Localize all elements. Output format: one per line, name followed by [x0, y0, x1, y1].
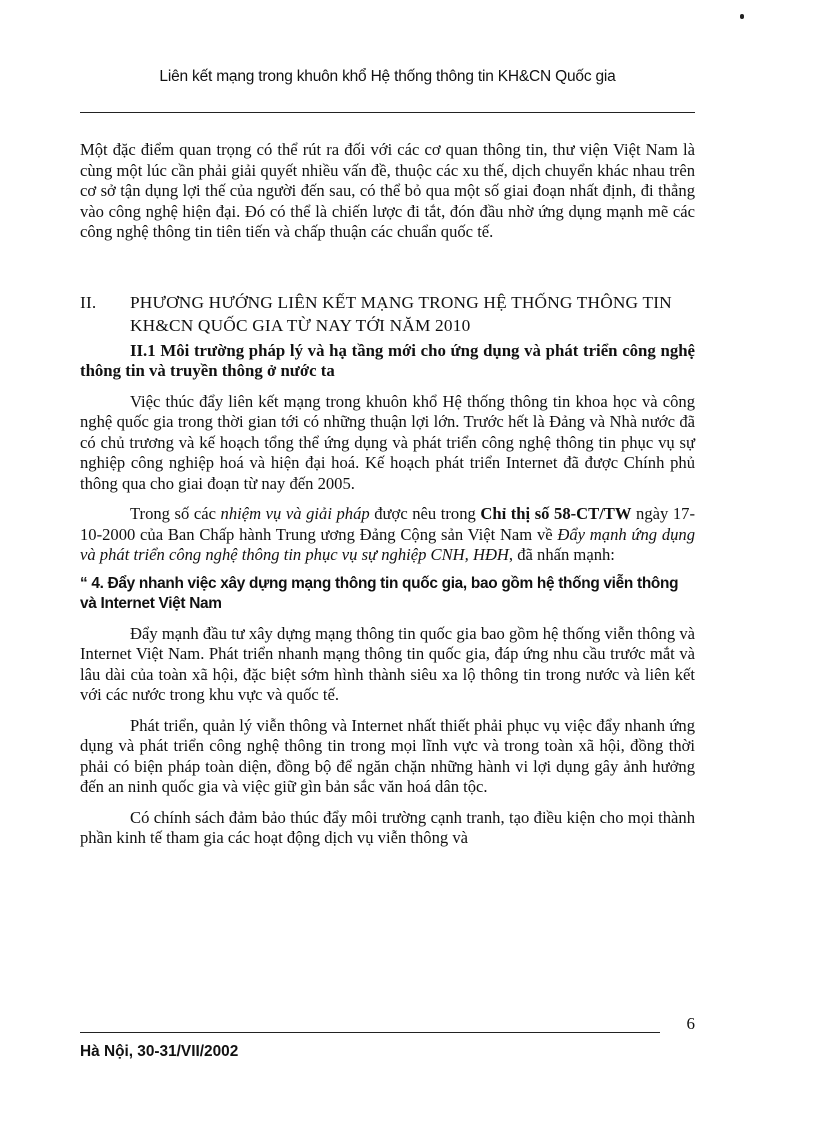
section-heading	[80, 291, 695, 337]
paragraph-3: Đẩy mạnh đầu tư xây dựng mạng thông tin quốc gia bao gồm hệ thống viễn thông và Internet Việt Nam. Phát triển nhanh mạng thông tin quốc gia, đáp ứng nhu cầu trước mắt và lâu dài của toàn xã hội, đặc biệt sớm hình thành siêu xa lộ thông tin trong nước và liên kết với các nước trong khu vực và quốc tế.	[80, 623, 695, 704]
p2-italic-tasks: nhiệm vụ và giải pháp	[220, 504, 370, 523]
paragraph-4: Phát triển, quản lý viễn thông và Internet nhất thiết phải phục vụ việc đẩy nhanh ứng dụng và phát triển công nghệ thông tin trong mọi lĩnh vực và trong toàn xã hội, đồng thời phải có biện pháp toàn diện, đồng bộ để ngăn chặn những hành vi lợi dụng gây ảnh hưởng đến an ninh quốc gia và việc giữ gìn bản sắc văn hoá dân tộc.	[80, 715, 695, 796]
paragraph-1: Việc thúc đẩy liên kết mạng trong khuôn khổ Hệ thống thông tin khoa học và công nghệ quốc gia trong thời gian tới có những thuận lợi lớn. Trước hết là Đảng và Nhà nước đã có chủ trương và kế hoạch tổng thể ứng dụng và phát triển công nghệ thông tin phục vụ sự nghiệp công nghiệp hoá và hiện đại hoá. Kế hoạch phát triển Internet đã được Chính phủ thông qua cho giai đoạn từ nay đến 2005.	[80, 391, 695, 493]
page-body	[80, 140, 695, 849]
quote-heading: “ 4. Đẩy nhanh việc xây dựng mạng thông tin quốc gia, bao gồm hệ thống viễn thông và Internet Việt Nam	[80, 574, 679, 612]
scan-speck	[740, 14, 744, 19]
section-title: PHƯƠNG HƯỚNG LIÊN KẾT MẠNG TRONG HỆ THỐNG THÔNG TIN KH&CN QUỐC GIA TỪ NAY TỚI NĂM 2010	[130, 292, 672, 335]
p2-italic-title: Đẩy mạnh ứng dụng và phát triển công nghệ thông tin phục vụ sự nghiệp CNH, HĐH	[80, 524, 696, 564]
section-number: II.	[80, 292, 97, 312]
subsection-heading: II.1 Môi trường pháp lý và hạ tầng mới cho ứng dụng và phát triển công nghệ thông tin và truyền thông ở nước ta	[80, 340, 695, 380]
header-divider	[80, 112, 695, 113]
page-number: 6	[686, 1014, 695, 1033]
footer-divider	[80, 1032, 660, 1033]
paragraph-5: Có chính sách đảm bảo thúc đẩy môi trường cạnh tranh, tạo điều kiện cho mọi thành phần kinh tế tham gia các hoạt động dịch vụ viễn thông và	[80, 807, 695, 847]
p2-text-3: được nêu trong	[369, 504, 481, 523]
running-header: Liên kết mạng trong khuôn khổ Hệ thống thông tin KH&CN Quốc gia	[159, 68, 616, 85]
paragraph-2	[80, 504, 695, 566]
p2-bold-directive: Chỉ thị số 58-CT/TW	[480, 504, 632, 523]
intro-paragraph: Một đặc điểm quan trọng có thể rút ra đối với các cơ quan thông tin, thư viện Việt Nam là cùng một lúc cần phải giải quyết nhiều vấn đề, thuộc các xu thế, dịch chuyển khác nhau trên cơ sở tận dụng lợi thế của người đến sau, có thể bỏ qua một số giai đoạn nhất định, đi thẳng vào công nghệ hiện đại. Đó có thể là chiến lược đi tắt, đón đầu nhờ ứng dụng mạnh mẽ các công nghệ thông tin tiên tiến và chấp thuận các chuẩn quốc tế.	[80, 140, 695, 241]
p2-text-5: ngày 17-10-2000 của Ban Chấp hành Trung ương Đảng Cộng sản Việt Nam về	[80, 504, 695, 544]
p2-text-1: Trong số các	[130, 504, 221, 523]
footer-location-date: Hà Nội, 30-31/VII/2002	[80, 1043, 239, 1060]
p2-text-7: , đã nhấn mạnh:	[508, 545, 615, 564]
